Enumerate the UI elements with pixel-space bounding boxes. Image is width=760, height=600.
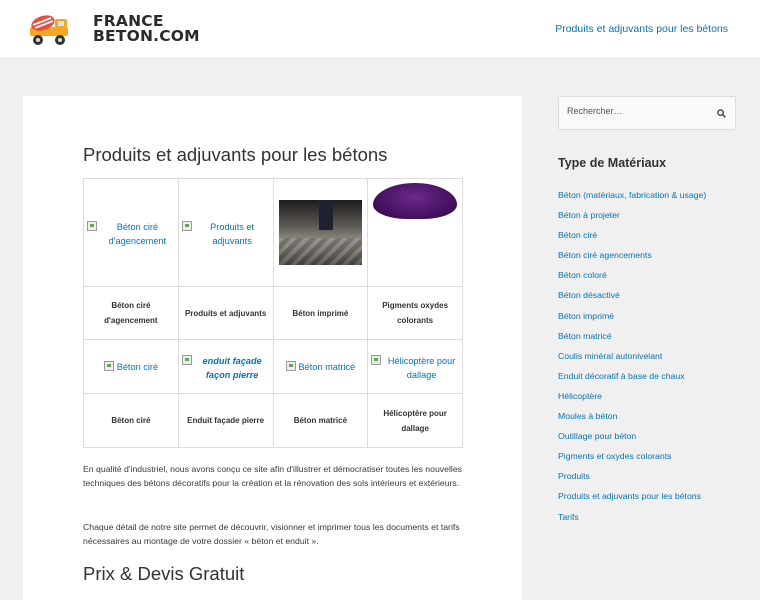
search-icon[interactable]	[717, 109, 726, 118]
gallery-cell[interactable]	[368, 340, 463, 394]
category-item	[558, 429, 706, 449]
broken-image-icon	[87, 221, 97, 231]
category-list	[558, 188, 706, 530]
gallery-caption: Béton ciré d'agencement	[84, 287, 179, 340]
gallery-cell[interactable]	[84, 179, 179, 287]
category-link[interactable]: Hélicoptère	[558, 390, 602, 401]
search-input[interactable]	[567, 106, 707, 116]
logo-text	[93, 14, 200, 44]
broken-image[interactable]	[182, 354, 270, 382]
category-item	[558, 188, 706, 208]
broken-image[interactable]	[286, 360, 356, 374]
broken-image[interactable]	[371, 354, 459, 382]
category-link[interactable]: Béton imprimé	[558, 310, 615, 321]
category-link[interactable]: Pigments et oxydes colorants	[558, 451, 672, 462]
image-alt-text: Produits et adjuvants	[210, 221, 255, 246]
category-item	[558, 208, 706, 228]
category-link[interactable]: Produits et adjuvants pour les bétons	[558, 491, 701, 502]
main-content	[23, 96, 522, 600]
broken-image[interactable]	[104, 360, 158, 374]
category-link[interactable]: Coulis minéral autonivelant	[558, 350, 663, 361]
image-alt-text: Hélicoptère pour dallage	[387, 355, 456, 380]
category-link[interactable]: Béton désactivé	[558, 290, 620, 301]
gallery-cell[interactable]	[273, 340, 368, 394]
broken-image-icon	[182, 221, 192, 231]
page-title: Produits et adjuvants pour les bétons	[83, 144, 388, 165]
gallery-caption: Béton matricé	[273, 394, 368, 448]
category-link[interactable]: Enduit décoratif à base de chaux	[558, 370, 685, 381]
gallery-caption: Produits et adjuvants	[178, 287, 273, 340]
gallery-caption: Hélicoptère pour dallage	[368, 394, 463, 448]
category-link[interactable]: Moules à béton	[558, 411, 618, 422]
category-link[interactable]: Béton ciré	[558, 230, 598, 241]
gallery-cell[interactable]	[178, 340, 273, 394]
gallery-caption: Pigments oxydes colorants	[368, 287, 463, 340]
broken-image-icon	[286, 361, 296, 371]
search-box	[558, 96, 736, 130]
category-link[interactable]: Béton coloré	[558, 270, 607, 281]
gallery-cell[interactable]	[178, 179, 273, 287]
category-link[interactable]: Béton à projeter	[558, 210, 620, 221]
category-item	[558, 329, 706, 349]
category-link[interactable]: Béton (matériaux, fabrication & usage)	[558, 190, 707, 200]
category-item	[558, 248, 706, 268]
beton-imprime-photo[interactable]	[279, 200, 362, 265]
broken-image[interactable]	[182, 220, 270, 248]
image-alt-text: Béton ciré d'agencement	[108, 221, 167, 246]
category-item	[558, 369, 706, 389]
category-link[interactable]: Tarifs	[558, 511, 579, 522]
category-item	[558, 228, 706, 248]
category-item	[558, 510, 706, 530]
category-item	[558, 349, 706, 369]
category-item	[558, 288, 706, 308]
gallery-cell[interactable]	[84, 340, 179, 394]
broken-image-icon	[104, 361, 114, 371]
category-item	[558, 268, 706, 288]
category-item	[558, 489, 706, 509]
logo-line-2: BETON.COM	[93, 27, 200, 45]
broken-image[interactable]	[87, 220, 175, 248]
gallery-caption: Enduit façade pierre	[178, 394, 273, 448]
category-link[interactable]: Outillage pour béton	[558, 431, 637, 442]
category-item	[558, 409, 706, 429]
category-link[interactable]: Produits	[558, 471, 590, 482]
product-gallery	[83, 178, 463, 448]
site-header	[0, 0, 760, 59]
category-item	[558, 449, 706, 469]
concrete-mixer-truck-icon	[29, 13, 69, 46]
logo-line-1: FRANCE	[93, 12, 164, 30]
intro-paragraph: En qualité d'industriel, nous avons conçu ce site afin d'illustrer et démocratiser toutes les nouvelles techniques des bétons décoratifs pour la création et la rénovation des sols intérieurs et extérieurs.	[83, 464, 463, 488]
pigment-powder-photo[interactable]	[373, 183, 457, 219]
broken-image-icon	[182, 355, 192, 365]
gallery-cell[interactable]	[273, 179, 368, 287]
category-link[interactable]: Béton matricé	[558, 330, 612, 341]
gallery-caption: Béton ciré	[84, 394, 179, 448]
detail-paragraph: Chaque détail de notre site permet de découvrir, visionner et imprimer tous les documents et tarifs nécessaires au montage de votre dossier « béton et enduit ».	[83, 522, 460, 546]
image-alt-text: enduit façade façon pierre	[202, 355, 262, 380]
image-alt-text: Béton ciré	[116, 361, 159, 372]
section-heading-prix-devis: Prix & Devis Gratuit	[83, 563, 245, 584]
category-item	[558, 389, 706, 409]
broken-image-icon	[371, 355, 381, 365]
category-link[interactable]: Béton ciré agencements	[558, 250, 652, 261]
gallery-caption: Béton imprimé	[273, 287, 368, 340]
nav-item-produits-adjuvants[interactable]: Produits et adjuvants pour les bétons	[555, 23, 728, 35]
image-alt-text: Béton matricé	[298, 361, 356, 372]
widget-title: Type de Matériaux	[558, 156, 667, 170]
site-logo[interactable]	[29, 12, 200, 46]
category-item	[558, 309, 706, 329]
gallery-cell[interactable]	[368, 179, 463, 287]
category-item	[558, 469, 706, 489]
